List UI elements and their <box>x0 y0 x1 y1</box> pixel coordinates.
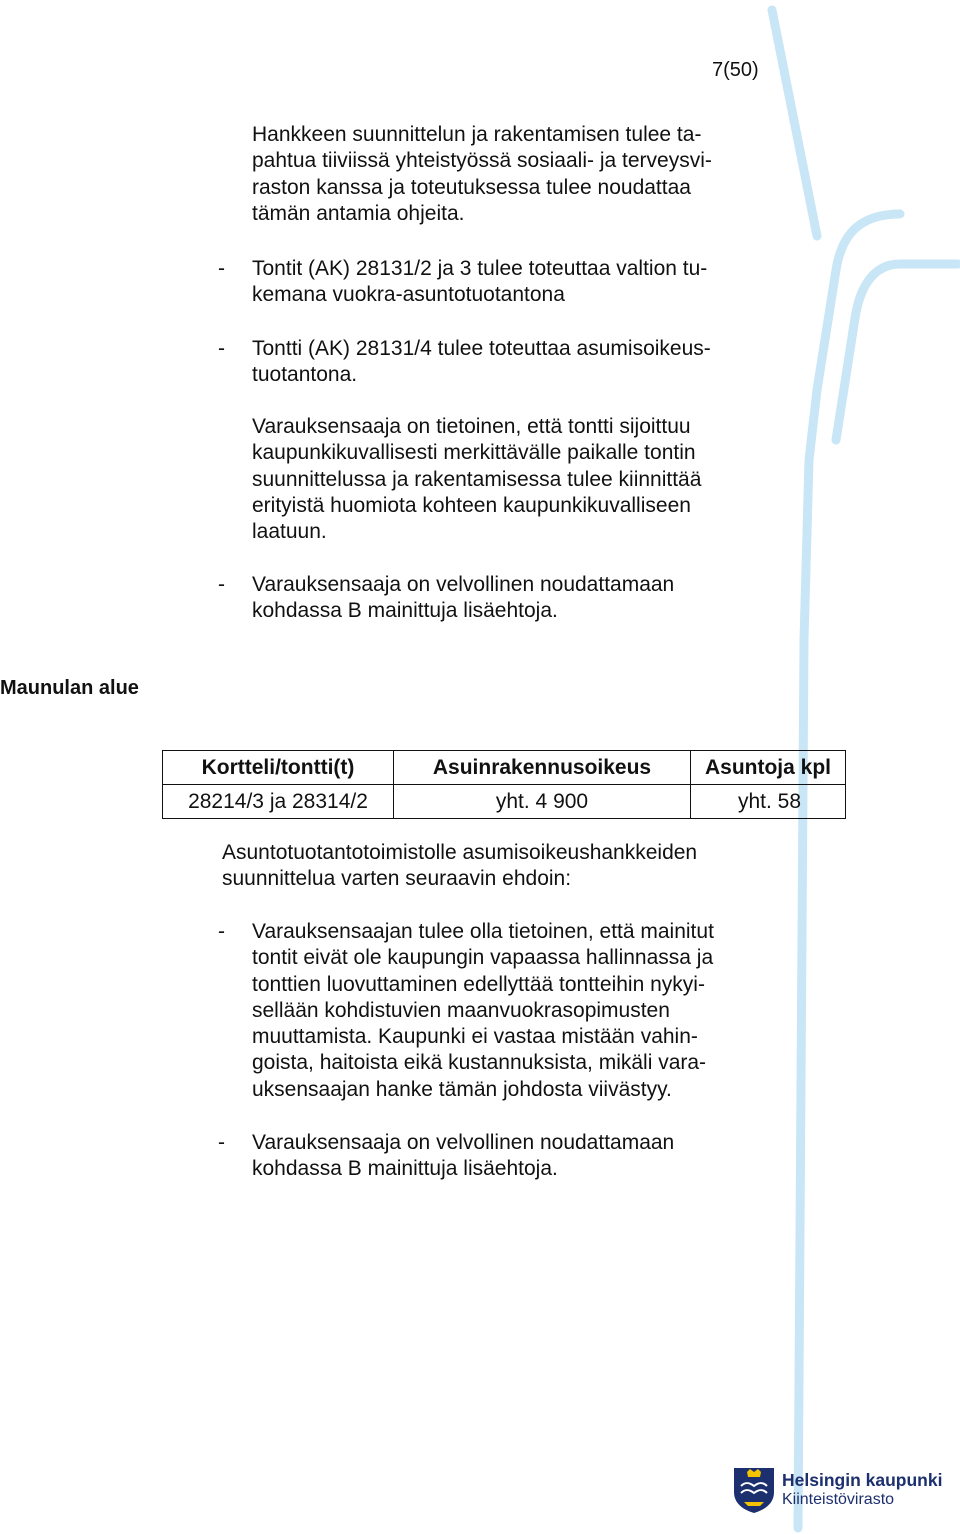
column-header: Asuinrakennusoikeus <box>394 751 691 785</box>
page-number: 7(50) <box>712 59 759 81</box>
table-cell: yht. 58 <box>691 785 846 819</box>
intro-paragraph: Hankkeen suunnittelun ja rakentamisen tulee ta- pahtua tiiviissä yhteistyössä sosiaali- ja terveysvi- raston kanssa ja toteutuksessa tulee noudattaa tämän antamia ohjeita. <box>252 123 712 225</box>
logo-department: Kiinteistövirasto <box>782 1491 895 1508</box>
bullet-right-of-occupancy: Tontti (AK) 28131/4 tulee toteuttaa asumisoikeus- tuotantona. <box>252 337 711 387</box>
bullet-dash: - <box>218 1131 225 1154</box>
logo-city-name: Helsingin kaupunki <box>782 1470 943 1490</box>
crest-icon <box>732 1466 776 1514</box>
bullet-dash: - <box>218 337 225 360</box>
cityscape-paragraph: Varauksensaaja on tietoinen, että tontti sijoittuu kaupunkikuvallisesti merkittävälle paikalle tontin suunnittelussa ja rakentamisessa tulee kiinnittää erityistä huomiota kohteen kaupunkikuvalliseen laatuun. <box>252 415 702 544</box>
bullet-rental-production: Tontit (AK) 28131/2 ja 3 tulee toteuttaa valtion tu- kemana vuokra-asuntotuotantona <box>252 257 708 307</box>
bullet-dash: - <box>218 257 225 280</box>
column-header: Asuntoja kpl <box>691 751 846 785</box>
table-header-row <box>163 751 846 785</box>
bullet-not-in-possession: Varauksensaajan tulee olla tietoinen, että mainitut tontit eivät ole kaupungin vapaassa hallinnassa ja tonttien luovuttaminen edellyttää tontteihin nykyi- sellään kohdistuvien maanvuokrasopimusten muuttamista. Kaupunki ei vastaa mistään vahin- goista, haitoista eikä kustannuksista, mikäli vara- uksensaajan hanke tämän johdosta viivästyy. <box>252 920 714 1101</box>
section-heading: Maunulan alue <box>0 677 139 699</box>
bullet-additional-terms-2: Varauksensaaja on velvollinen noudattamaan kohdassa B mainittuja lisäehtoja. <box>252 1131 675 1181</box>
bullet-additional-terms: Varauksensaaja on velvollinen noudattamaan kohdassa B mainittuja lisäehtoja. <box>252 573 675 623</box>
section-intro: Asuntotuotantotoimistolle asumisoikeushankkeiden suunnittelua varten seuraavin ehdoin: <box>222 841 698 891</box>
table-cell: yht. 4 900 <box>394 785 691 819</box>
column-header: Kortteli/tontti(t) <box>163 751 394 785</box>
table-cell: 28214/3 ja 28314/2 <box>163 785 394 819</box>
lot-table <box>162 750 846 819</box>
city-logo <box>732 1466 947 1522</box>
bullet-dash: - <box>218 920 225 943</box>
table-row <box>163 785 846 819</box>
bullet-dash: - <box>218 573 225 596</box>
